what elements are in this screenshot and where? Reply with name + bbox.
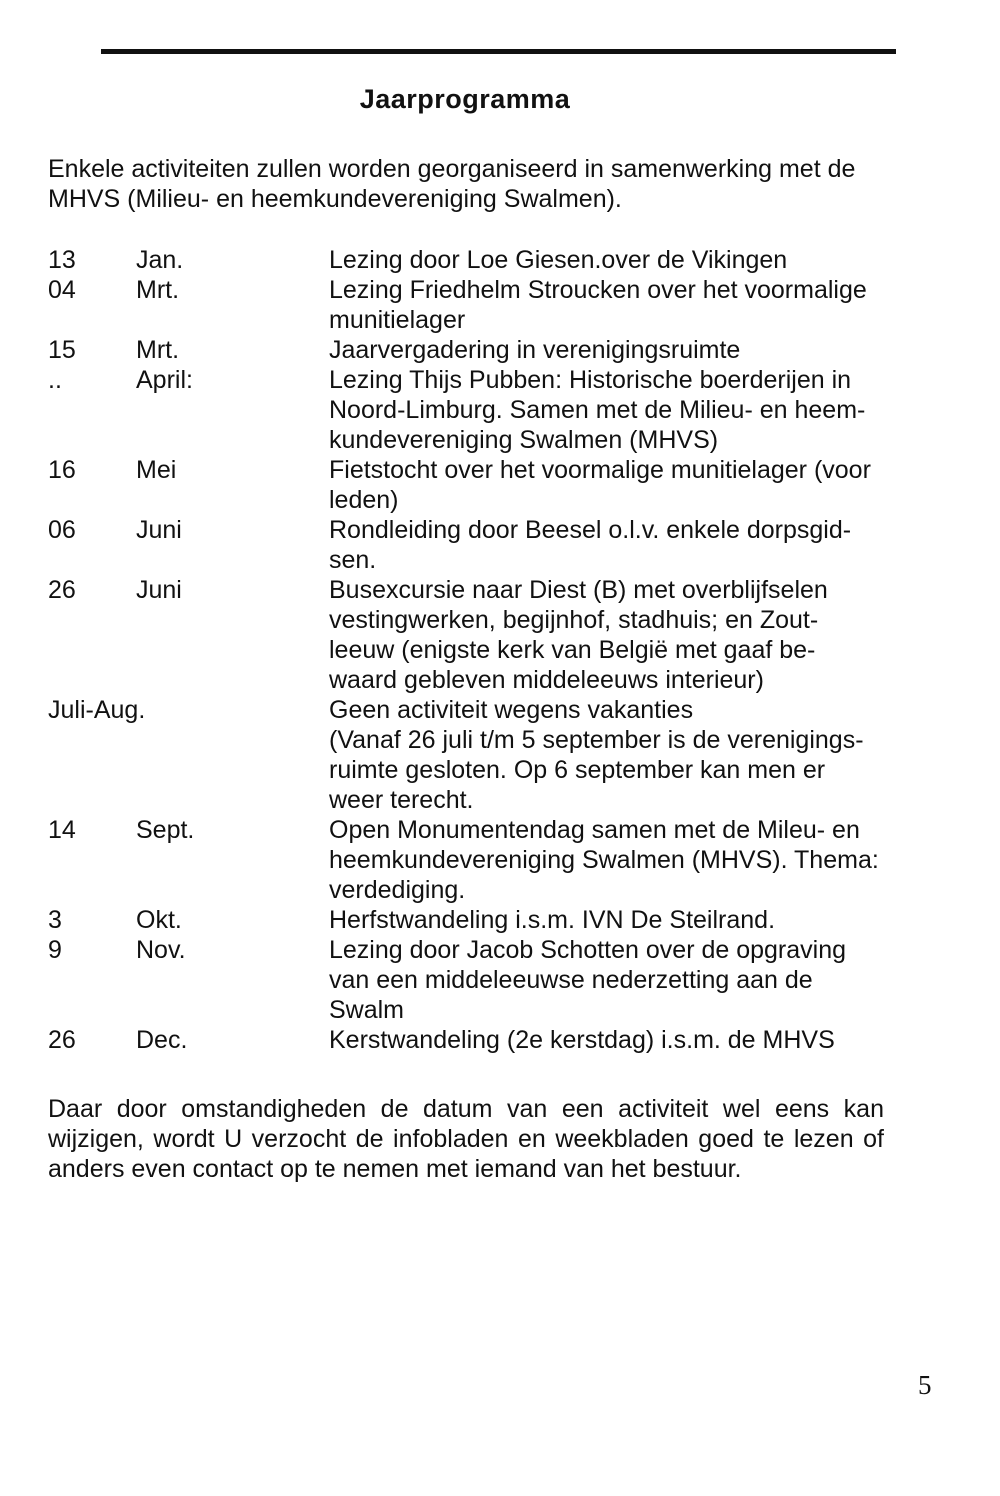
- schedule-day: 13: [48, 246, 76, 274]
- top-rule: [101, 49, 896, 54]
- schedule-month: Mrt.: [136, 336, 180, 364]
- schedule-row-mrt-2: [48, 335, 928, 365]
- schedule-description: Jaarvergadering in verenigingsruimte: [329, 336, 741, 364]
- schedule-description: Busexcursie naar Diest (B) met overblijfselen vestingwerken, begijnhof, stadhuis; en Zout- leeuw (enigste kerk van België met gaaf be- waard gebleven middeleeuws interieur): [329, 576, 828, 694]
- schedule-day: 26: [48, 576, 76, 604]
- schedule-day: 9: [48, 936, 62, 964]
- schedule-day: 15: [48, 336, 76, 364]
- schedule-description: Open Monumentendag samen met de Mileu- en heemkundevereniging Swalmen (MHVS). Thema: verdediging.: [329, 816, 879, 904]
- page-title: Jaarprogramma: [359, 84, 571, 114]
- schedule-day: Juli-Aug.: [48, 696, 146, 724]
- schedule-day: 06: [48, 516, 76, 544]
- page-number: 5: [918, 1370, 932, 1400]
- schedule-month: Okt.: [136, 906, 182, 934]
- schedule-description: Rondleiding door Beesel o.l.v. enkele dorpsgid- sen.: [329, 516, 852, 574]
- schedule-description: Fietstocht over het voormalige munitielager (voor leden): [329, 456, 871, 514]
- schedule-row-juni-1: [48, 515, 928, 575]
- schedule-row-mei: [48, 455, 928, 515]
- schedule-month: Mei: [136, 456, 177, 484]
- schedule-description: Kerstwandeling (2e kerstdag) i.s.m. de MHVS: [329, 1026, 835, 1054]
- closing-paragraph: Daar door omstandigheden de datum van een activiteit wel eens kan wijzigen, wordt U verzocht de infobladen en weekbladen goed te lezen of anders even contact op te nemen met iemand van het bestuur.: [48, 1095, 884, 1183]
- schedule-row-juli-aug: [48, 695, 928, 815]
- schedule-description: Lezing door Jacob Schotten over de opgraving van een middeleeuwse nederzetting aan de Swalm: [329, 936, 847, 1024]
- schedule-description: Geen activiteit wegens vakanties (Vanaf 26 juli t/m 5 september is de verenigings- ruimte gesloten. Op 6 september kan men er weer terecht.: [329, 696, 864, 814]
- schedule-month: April:: [136, 366, 193, 394]
- schedule-row-mrt-1: [48, 275, 928, 335]
- schedule-month: Sept.: [136, 816, 195, 844]
- schedule-month: Jan.: [136, 246, 184, 274]
- schedule-day: 14: [48, 816, 76, 844]
- schedule-day: ..: [48, 366, 62, 394]
- schedule-row-okt: [48, 905, 928, 935]
- schedule-day: 26: [48, 1026, 76, 1054]
- schedule-month: Nov.: [136, 936, 186, 964]
- intro-paragraph: Enkele activiteiten zullen worden georganiseerd in samenwerking met de MHVS (Milieu- en heemkundevereniging Swalmen).: [48, 155, 856, 213]
- schedule-description: Lezing Thijs Pubben: Historische boerderijen in Noord-Limburg. Samen met de Milieu- en heem- kundevereniging Swalmen (MHVS): [329, 366, 866, 454]
- schedule-month: Juni: [136, 516, 182, 544]
- schedule-row-sept: [48, 815, 928, 905]
- schedule-month: Dec.: [136, 1026, 188, 1054]
- schedule-day: 04: [48, 276, 76, 304]
- schedule-month: Juni: [136, 576, 182, 604]
- schedule-row-dec: [48, 1025, 928, 1055]
- schedule-row-april: [48, 365, 928, 455]
- schedule-day: 16: [48, 456, 76, 484]
- schedule-description: Lezing door Loe Giesen.over de Vikingen: [329, 246, 788, 274]
- schedule-description: Lezing Friedhelm Stroucken over het voormalige munitielager: [329, 276, 867, 334]
- schedule-row-juni-2: [48, 575, 928, 695]
- schedule-list: [48, 245, 928, 1055]
- schedule-month: Mrt.: [136, 276, 180, 304]
- schedule-row-jan: [48, 245, 928, 275]
- schedule-day: 3: [48, 906, 62, 934]
- schedule-row-nov: [48, 935, 928, 1025]
- schedule-description: Herfstwandeling i.s.m. IVN De Steilrand.: [329, 906, 776, 934]
